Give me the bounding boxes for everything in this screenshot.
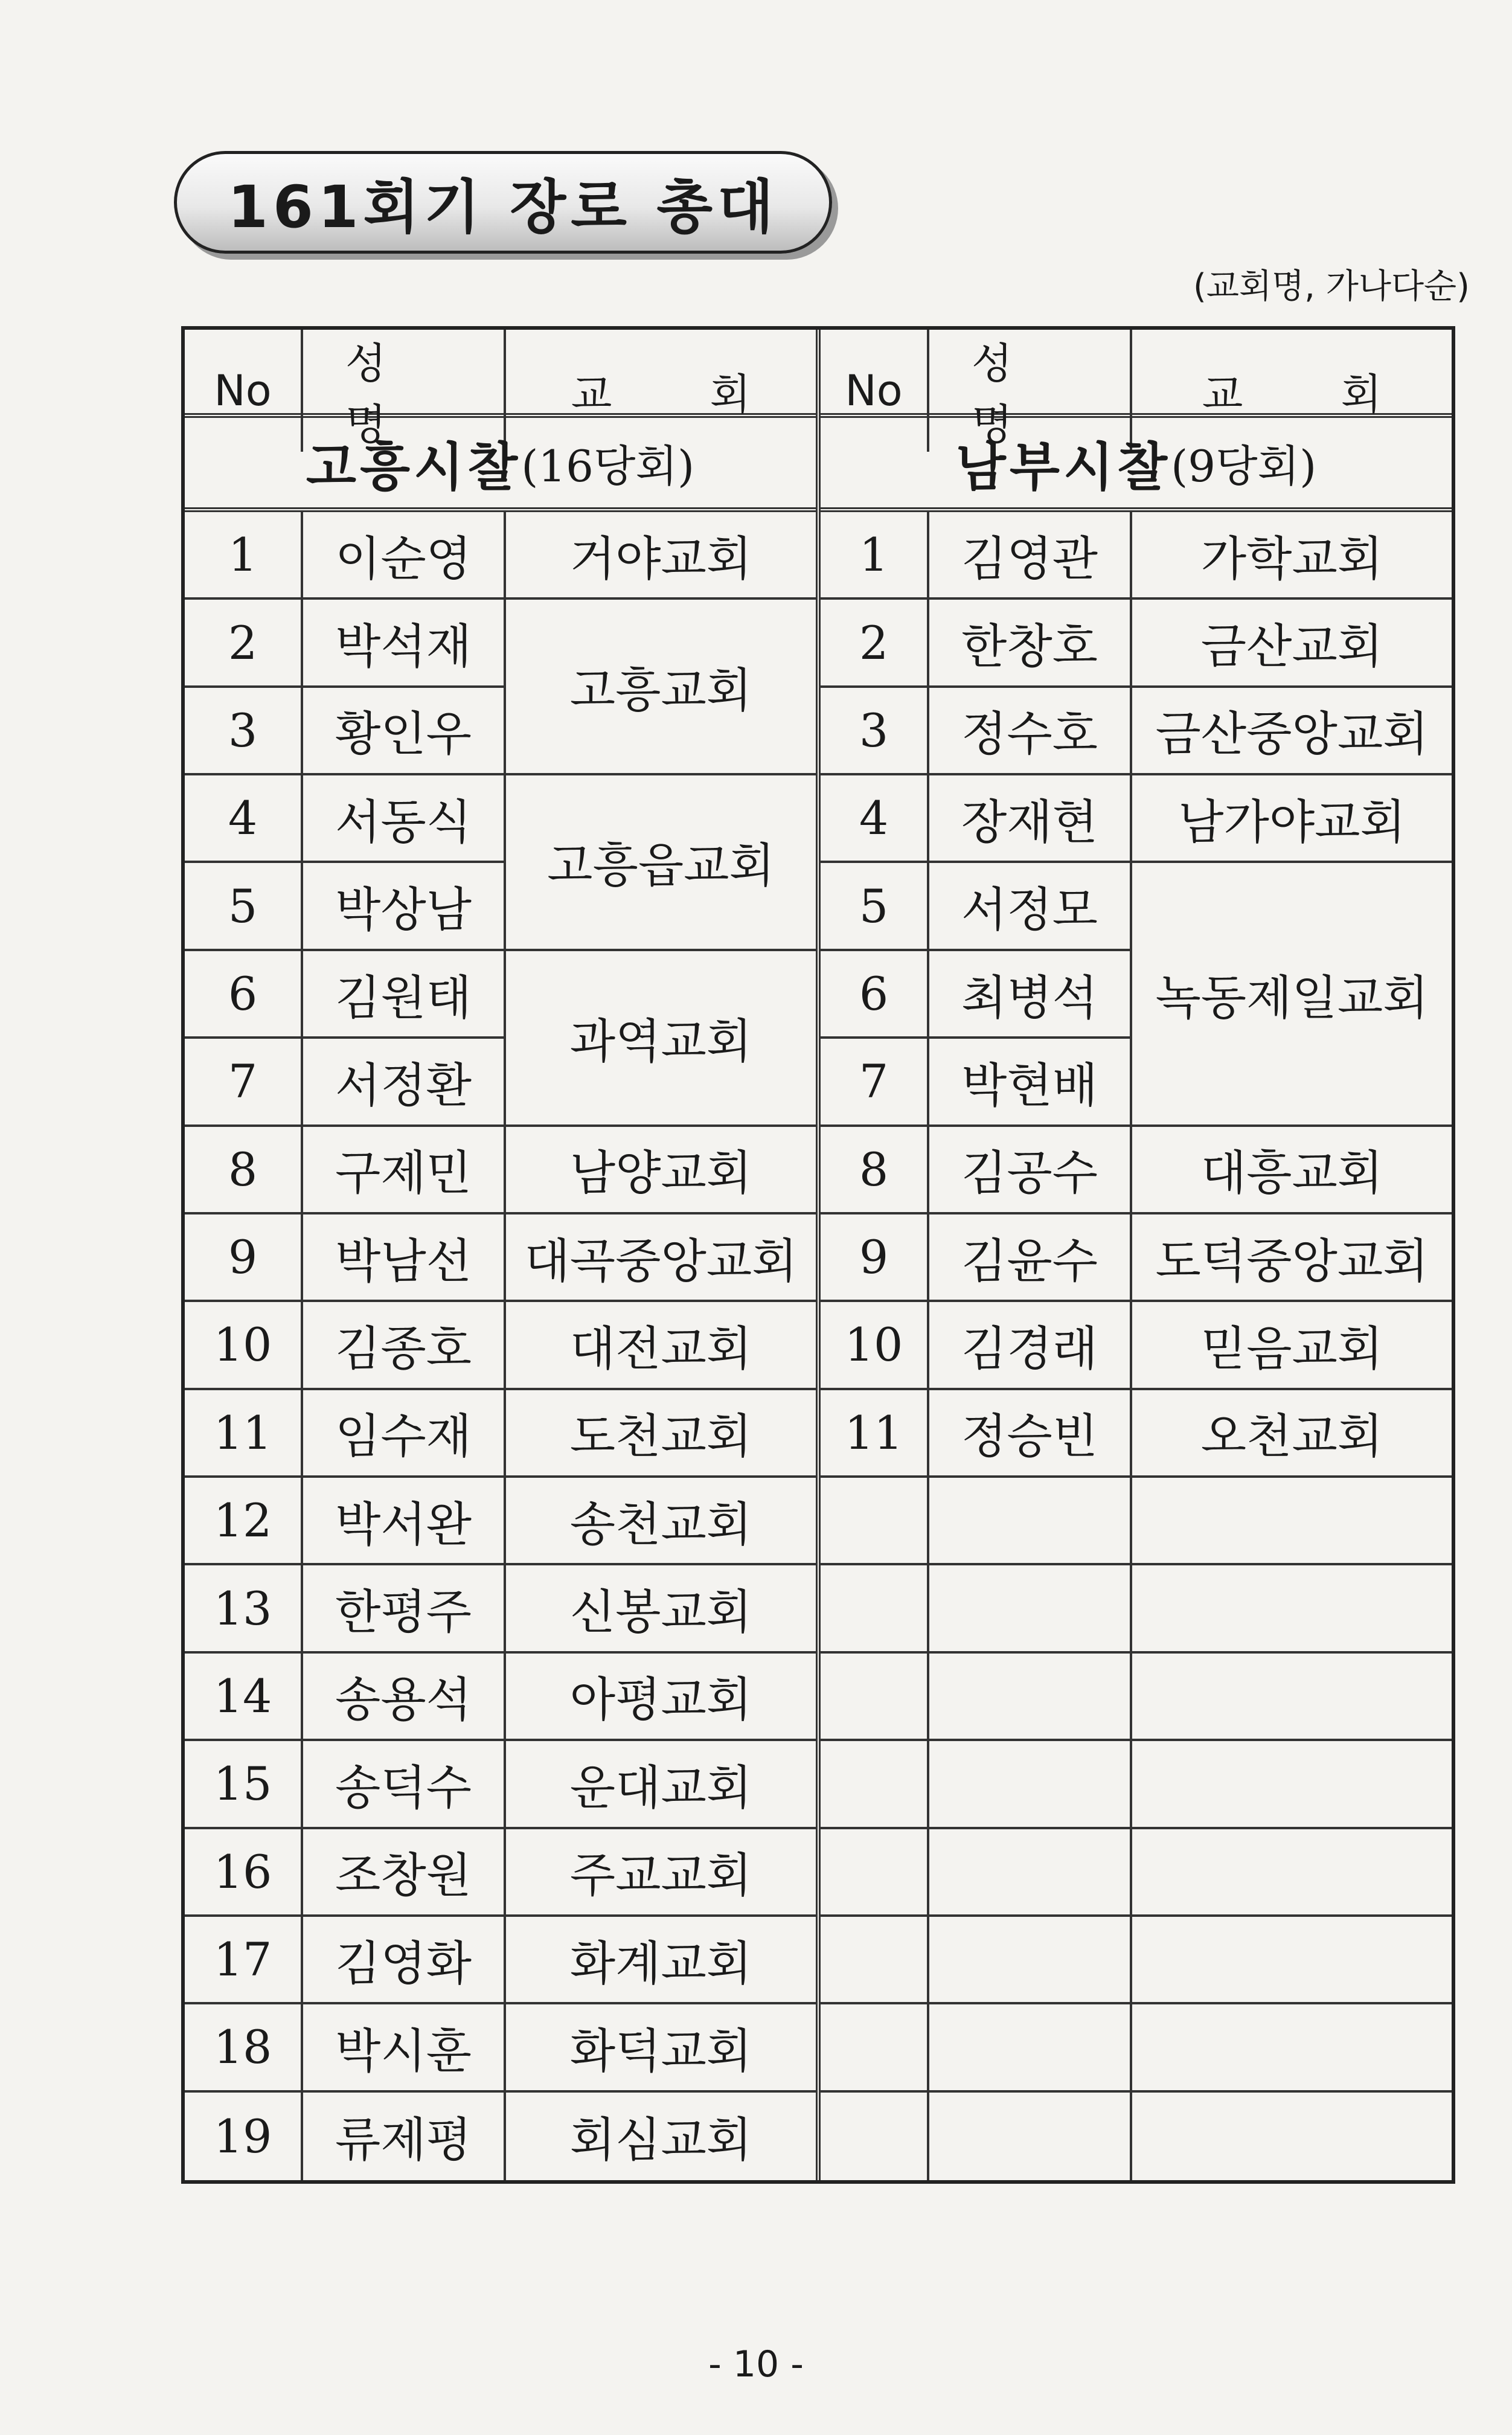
row-number <box>821 1478 929 1565</box>
church-name: 아평교회 <box>506 1654 816 1741</box>
row-number: 14 <box>185 1654 303 1741</box>
church-name: 녹동제일교회 <box>1132 863 1452 1126</box>
header-row <box>821 330 1452 449</box>
church-name: 거야교회 <box>506 512 816 600</box>
church-name: 화덕교회 <box>506 2004 816 2092</box>
church-name <box>1132 1741 1452 1829</box>
row-number: 16 <box>185 1829 303 1917</box>
elder-name: 박현배 <box>929 1039 1132 1126</box>
group-row <box>821 418 1452 512</box>
row-number: 7 <box>821 1039 929 1126</box>
church-name: 고흥교회 <box>506 600 816 775</box>
elder-name <box>929 2004 1132 2092</box>
church-name: 신봉교회 <box>506 1565 816 1653</box>
group-count: (9당회) <box>1171 441 1317 492</box>
row-number: 10 <box>821 1302 929 1390</box>
row-number: 15 <box>185 1741 303 1829</box>
elder-name: 정수호 <box>929 688 1132 775</box>
church-name: 도덕중앙교회 <box>1132 1214 1452 1302</box>
row-number: 6 <box>185 951 303 1039</box>
elder-name <box>929 1829 1132 1917</box>
elder-name: 송덕수 <box>303 1741 506 1829</box>
row-number: 3 <box>185 688 303 775</box>
elder-name: 정승빈 <box>929 1390 1132 1478</box>
elder-name: 박시훈 <box>303 2004 506 2092</box>
row-number: 6 <box>821 951 929 1039</box>
elder-name: 류제평 <box>303 2093 506 2180</box>
sort-note: (교회명, 가나다순) <box>1193 267 1470 306</box>
elder-name: 김경래 <box>929 1302 1132 1390</box>
rows-grid <box>821 512 1452 2180</box>
row-number: 3 <box>821 688 929 775</box>
elder-name: 서정모 <box>929 863 1132 951</box>
church-name: 도천교회 <box>506 1390 816 1478</box>
elder-name <box>929 1917 1132 2004</box>
header-church: 교 회 <box>571 369 793 419</box>
row-number: 10 <box>185 1302 303 1390</box>
row-number: 19 <box>185 2093 303 2180</box>
row-number: 4 <box>821 775 929 863</box>
church-name: 화계교회 <box>506 1917 816 2004</box>
row-number: 17 <box>185 1917 303 2004</box>
church-name: 믿음교회 <box>1132 1302 1452 1390</box>
elder-name: 한평주 <box>303 1565 506 1653</box>
church-name: 고흥읍교회 <box>506 775 816 951</box>
row-number <box>821 1829 929 1917</box>
elder-name: 서정환 <box>303 1039 506 1126</box>
church-name: 금산중앙교회 <box>1132 688 1452 775</box>
church-name: 가학교회 <box>1132 512 1452 600</box>
church-name <box>1132 2093 1452 2180</box>
group-count: (16당회) <box>521 441 695 492</box>
elder-name: 박상남 <box>303 863 506 951</box>
row-number: 8 <box>185 1127 303 1214</box>
church-name: 대전교회 <box>506 1302 816 1390</box>
group-name: 남부시찰 <box>955 437 1171 498</box>
church-name <box>1132 1565 1452 1653</box>
elder-name: 박서완 <box>303 1478 506 1565</box>
elder-name: 구제민 <box>303 1127 506 1214</box>
group-name: 고흥시찰 <box>306 437 522 498</box>
church-name: 송천교회 <box>506 1478 816 1565</box>
row-number: 4 <box>185 775 303 863</box>
elder-name: 조창원 <box>303 1829 506 1917</box>
elder-name <box>929 1565 1132 1653</box>
row-number: 13 <box>185 1565 303 1653</box>
elder-name <box>929 1741 1132 1829</box>
elder-name: 이순영 <box>303 512 506 600</box>
church-name: 대곡중앙교회 <box>506 1214 816 1302</box>
church-name <box>1132 1829 1452 1917</box>
church-name: 주교교회 <box>506 1829 816 1917</box>
elder-name <box>929 1654 1132 1741</box>
header-no: No <box>185 330 303 452</box>
church-name <box>1132 2004 1452 2092</box>
header-no: No <box>821 330 929 452</box>
elder-name: 서동식 <box>303 775 506 863</box>
row-number <box>821 1741 929 1829</box>
row-number <box>821 2093 929 2180</box>
elder-name: 송용석 <box>303 1654 506 1741</box>
row-number <box>821 1654 929 1741</box>
elder-name: 황인우 <box>303 688 506 775</box>
elder-name: 임수재 <box>303 1390 506 1478</box>
left-section <box>185 330 821 2180</box>
elder-name <box>929 1478 1132 1565</box>
row-number: 9 <box>821 1214 929 1302</box>
church-name <box>1132 1654 1452 1741</box>
row-number: 1 <box>821 512 929 600</box>
elder-name: 김영관 <box>929 512 1132 600</box>
row-number <box>821 1565 929 1653</box>
church-name: 과역교회 <box>506 951 816 1127</box>
church-name: 남양교회 <box>506 1127 816 1214</box>
row-number: 2 <box>821 600 929 687</box>
church-name: 오천교회 <box>1132 1390 1452 1478</box>
row-number <box>821 2004 929 2092</box>
row-number: 11 <box>821 1390 929 1478</box>
row-number: 7 <box>185 1039 303 1126</box>
delegate-table <box>181 326 1455 2184</box>
page-number: - 10 - <box>708 2343 804 2385</box>
row-number: 9 <box>185 1214 303 1302</box>
elder-name: 김원태 <box>303 951 506 1039</box>
church-name: 남가야교회 <box>1132 775 1452 863</box>
rows-grid <box>185 512 816 2180</box>
elder-name: 장재현 <box>929 775 1132 863</box>
right-section <box>821 330 1452 2180</box>
elder-name: 박남선 <box>303 1214 506 1302</box>
elder-name <box>929 2093 1132 2180</box>
church-name: 운대교회 <box>506 1741 816 1829</box>
row-number: 11 <box>185 1390 303 1478</box>
elder-name: 김영화 <box>303 1917 506 2004</box>
group-row <box>185 418 816 512</box>
row-number: 1 <box>185 512 303 600</box>
church-name <box>1132 1478 1452 1565</box>
church-name: 금산교회 <box>1132 600 1452 687</box>
elder-name: 최병석 <box>929 951 1132 1039</box>
church-name <box>1132 1917 1452 2004</box>
header-name: 성 명 <box>929 330 1132 452</box>
church-name: 회심교회 <box>569 2113 752 2168</box>
elder-name: 김종호 <box>303 1302 506 1390</box>
header-church: 교 회 <box>1202 369 1424 419</box>
header-row <box>185 330 816 449</box>
elder-name: 김윤수 <box>929 1214 1132 1302</box>
row-number <box>821 1917 929 2004</box>
row-number: 5 <box>821 863 929 951</box>
row-number: 2 <box>185 600 303 687</box>
row-number: 5 <box>185 863 303 951</box>
elder-name: 한창호 <box>929 600 1132 687</box>
elder-name: 박석재 <box>303 600 506 687</box>
row-number: 8 <box>821 1127 929 1214</box>
church-name: 대흥교회 <box>1132 1127 1452 1214</box>
page-title: 161회기 장로 총대 <box>174 151 832 254</box>
elder-name: 김공수 <box>929 1127 1132 1214</box>
row-number: 18 <box>185 2004 303 2092</box>
row-number: 12 <box>185 1478 303 1565</box>
header-name: 성 명 <box>303 330 506 452</box>
